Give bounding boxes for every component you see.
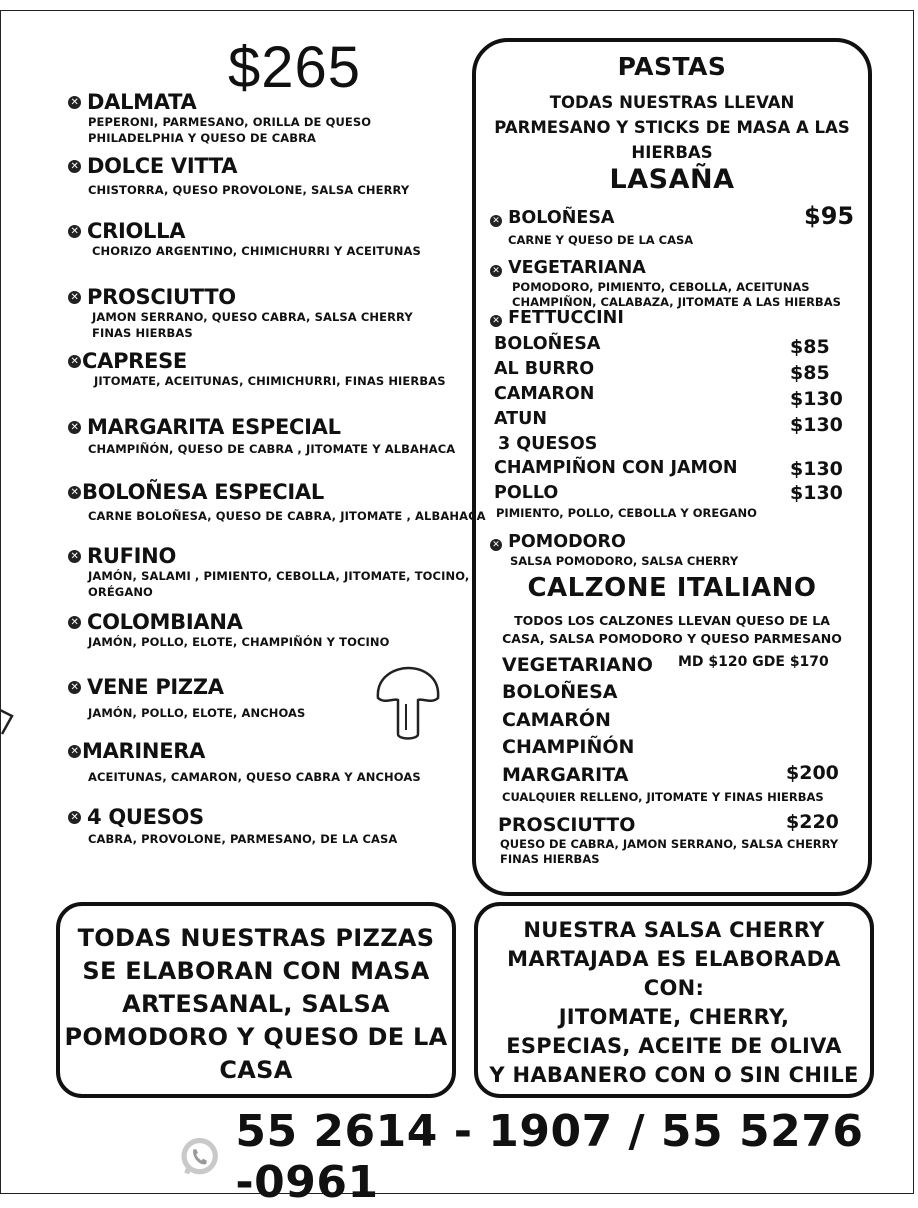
calzone-desc: CUALQUIER RELLENO, JITOMATE Y FINAS HIERBAS (502, 790, 824, 804)
calzone-item: PROSCIUTTO (498, 814, 636, 836)
fettuccini-item: CAMARON (494, 384, 595, 404)
fettuccini-item: ATUN (494, 409, 547, 429)
pizza-note-box (56, 902, 456, 1098)
pizza-item (68, 739, 421, 785)
pizza-desc: PHILADELPHIA Y QUESO DE CABRA (88, 131, 317, 145)
pizza-name: CRIOLLA (87, 219, 186, 243)
fettuccini-item: POLLO (494, 483, 559, 503)
pizza-desc: CARNE BOLOÑESA, QUESO DE CABRA, JITOMATE , ALBAHACA (88, 509, 486, 523)
pizza-desc: CHISTORRA, QUESO PROVOLONE, SALSA CHERRY (88, 183, 410, 197)
pizza-name: 4 QUESOS (87, 805, 204, 829)
pizza-item (68, 415, 455, 457)
calzone-subtitle: TODOS LOS CALZONES LLEVAN QUESO DE LA CASA, SALSA POMODORO Y QUESO PARMESANO (502, 613, 842, 646)
fettuccini-item: BOLOÑESA (494, 334, 601, 354)
pastas-subtitle: TODAS NUESTRAS LLEVAN PARMESANO Y STICKS DE MASA A LAS HIERBAS (494, 93, 850, 162)
pizza-desc: CABRA, PROVOLONE, PARMESANO, DE LA CASA (88, 832, 398, 846)
pizza-item (68, 675, 305, 721)
pizza-desc: JAMÓN, POLLO, ELOTE, CHAMPIÑÓN Y TOCINO (88, 635, 390, 649)
pizza-desc: JAMÓN, SALAMI , PIMIENTO, CEBOLLA, JITOMATE, TOCINO, (88, 569, 470, 583)
pizza-item (68, 805, 397, 847)
fettuccini-price: $130 (790, 482, 843, 504)
pizza-desc: CHORIZO ARGENTINO, CHIMICHURRI Y ACEITUNAS (92, 244, 421, 258)
pizza-name: DOLCE VITTA (87, 154, 238, 178)
mushroom-icon (372, 664, 444, 744)
calzone-title: CALZONE ITALIANO (527, 573, 817, 603)
lasana-desc: POMODORO, PIMIENTO, CEBOLLA, ACEITUNAS CHAMPIÑON, CALABAZA, JITOMATE A LAS HIERBAS (512, 280, 841, 309)
pizza-desc: CHAMPIÑÓN, QUESO DE CABRA , JITOMATE Y ALBAHACA (88, 442, 456, 456)
lasana-desc: CARNE Y QUESO DE LA CASA (508, 233, 694, 247)
calzone-item: MARGARITA (502, 764, 629, 786)
lasana-item: ✕ VEGETARIANA (490, 258, 646, 278)
fettuccini-item: 3 QUESOS (498, 434, 598, 454)
x-circle-icon: ✕ (490, 539, 502, 551)
x-circle-icon: ✕ (490, 215, 502, 227)
pizza-name: CAPRESE (82, 349, 187, 373)
pizza-desc: JAMON SERRANO, QUESO CABRA, SALSA CHERRY (92, 310, 413, 324)
calzone-item: VEGETARIANO (502, 654, 653, 676)
pizza-name: MARINERA (82, 739, 206, 763)
pizza-name: MARGARITA ESPECIAL (87, 415, 341, 439)
pizza-desc: ACEITUNAS, CAMARON, QUESO CABRA Y ANCHOAS (88, 770, 421, 784)
salsa-note: NUESTRA SALSA CHERRY MARTAJADA ES ELABORADA CON: JITOMATE, CHERRY, ESPECIAS, ACEITE DE OLIVA Y HABANERO CON O SIN CHILE (489, 918, 859, 1087)
pizza-desc: FINAS HIERBAS (92, 326, 193, 340)
pizza-desc: JITOMATE, ACEITUNAS, CHIMICHURRI, FINAS HIERBAS (94, 374, 446, 388)
x-circle-icon: ✕ (68, 421, 81, 434)
x-circle-icon: ✕ (68, 745, 81, 758)
x-circle-icon: ✕ (68, 225, 81, 238)
x-circle-icon: ✕ (68, 160, 81, 173)
pizza-name: COLOMBIANA (87, 610, 243, 634)
pizza-name: DALMATA (87, 90, 197, 114)
pomodoro-title: ✕ POMODORO (490, 532, 626, 552)
calzone-price: $220 (786, 811, 839, 833)
calzone-desc: QUESO DE CABRA, JAMON SERRANO, SALSA CHERRY FINAS HIERBAS (500, 837, 839, 866)
x-circle-icon: ✕ (68, 355, 81, 368)
pizza-item (68, 480, 486, 524)
calzone-sizes: MD $120 GDE $170 (678, 654, 829, 670)
pizza-price: $265 (228, 35, 362, 100)
fettuccini-item: AL BURRO (494, 359, 595, 379)
pizza-desc: JAMÓN, POLLO, ELOTE, ANCHOAS (88, 706, 306, 720)
pizza-item (68, 285, 413, 341)
lasana-item: ✕ BOLOÑESA (490, 208, 614, 228)
x-circle-icon: ✕ (68, 96, 81, 109)
calzone-price: $200 (786, 762, 839, 784)
pizza-name: RUFINO (87, 544, 177, 568)
fettuccini-title: ✕ FETTUCCINI (490, 308, 624, 328)
calzone-item: BOLOÑESA (502, 681, 618, 703)
x-circle-icon: ✕ (68, 550, 81, 563)
whatsapp-icon (178, 1132, 221, 1182)
fettuccini-item: CHAMPIÑON CON JAMON (494, 458, 738, 478)
pizza-name: VENE PIZZA (87, 675, 224, 699)
pollo-desc: PIMIENTO, POLLO, CEBOLLA Y OREGANO (496, 506, 757, 520)
lasana-title: LASAÑA (609, 164, 735, 195)
pizza-desc: ORÉGANO (88, 585, 153, 599)
x-circle-icon: ✕ (68, 486, 81, 499)
pizza-item (68, 544, 469, 600)
calzone-item: CHAMPIÑÓN (502, 736, 635, 758)
fettuccini-price: $130 (790, 388, 843, 410)
pizza-desc: PEPERONI, PARMESANO, ORILLA DE QUESO (88, 115, 372, 129)
salsa-note-box (474, 902, 874, 1098)
x-circle-icon: ✕ (68, 811, 81, 824)
fettuccini-price: $130 (790, 458, 843, 480)
pizza-name: PROSCIUTTO (87, 285, 236, 309)
lasana-price: $95 (804, 202, 855, 230)
x-circle-icon: ✕ (490, 315, 502, 327)
pizza-note: TODAS NUESTRAS PIZZAS SE ELABORAN CON MASA ARTESANAL, SALSA POMODORO Y QUESO DE LA CASA (64, 924, 448, 1084)
x-circle-icon: ✕ (68, 681, 81, 694)
fettuccini-price: $130 (790, 414, 843, 436)
x-circle-icon: ✕ (68, 616, 81, 629)
fettuccini-price: $85 (790, 362, 830, 384)
pizza-item (68, 219, 421, 259)
x-circle-icon: ✕ (490, 265, 502, 277)
pizza-item (68, 154, 409, 198)
pastas-title: PASTAS (617, 52, 727, 81)
pizza-item (68, 349, 446, 389)
pizza-item (68, 610, 389, 650)
fettuccini-price: $85 (790, 336, 830, 358)
calzone-item: CAMARÓN (502, 709, 611, 731)
decorative-mark (0, 706, 14, 736)
pizza-item (68, 90, 371, 146)
pomodoro-desc: SALSA POMODORO, SALSA CHERRY (510, 554, 739, 568)
x-circle-icon: ✕ (68, 291, 81, 304)
phone-contact (178, 1106, 918, 1208)
phone-number[interactable]: 55 2614 - 1907 / 55 5276 -0961 (235, 1106, 864, 1208)
pizza-name: BOLOÑESA ESPECIAL (82, 480, 324, 504)
